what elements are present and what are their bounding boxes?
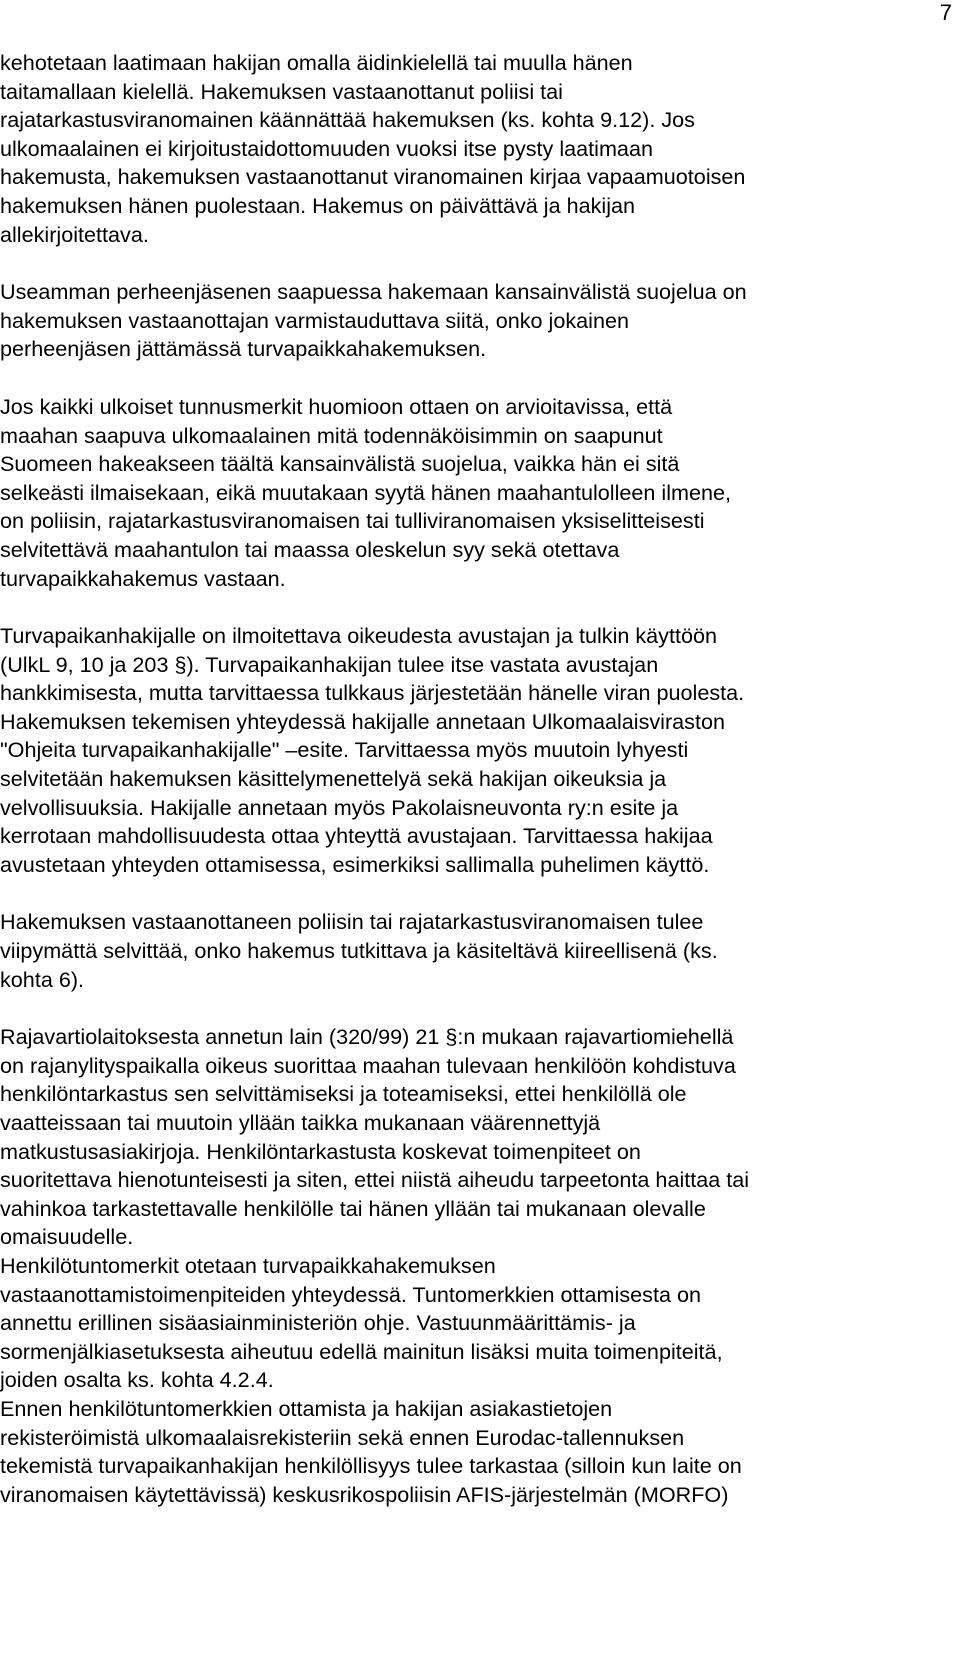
text-line: maahan saapuva ulkomaalainen mitä todennäköisimmin on saapunut [0, 422, 663, 448]
paragraph-border-guard-search [0, 1023, 960, 1509]
text-line: tekemistä turvapaikanhakijan henkilöllisyys tulee tarkastaa (silloin kun laite on [0, 1453, 742, 1479]
text-line: henkilöntarkastus sen selvittämiseksi ja toteamiseksi, ettei henkilöllä ole [0, 1081, 687, 1107]
text-line: vastaanottamistoimenpiteiden yhteydessä. Tuntomerkkien ottamisesta on [0, 1281, 701, 1307]
text-line: vaatteissaan tai muutoin yllään taikka mukanaan väärennettyjä [0, 1110, 601, 1135]
text-line: hakemuksen hänen puolestaan. Hakemus on päivättävä ja hakijan [0, 192, 636, 218]
paragraph-spacer [0, 364, 960, 393]
paragraph-spacer [0, 994, 960, 1023]
text-line: joiden osalta ks. kohta 4.2.4. [0, 1367, 274, 1393]
paragraph-application-language [0, 49, 960, 249]
text-line: viipymättä selvittää, onko hakemus tutkittava ja käsiteltävä kiireellisenä (ks. [0, 938, 718, 964]
text-line: Ennen henkilötuntomerkkien ottamista ja hakijan asiakastietojen [0, 1395, 613, 1421]
text-line: (UlkL 9, 10 ja 203 §). Turvapaikanhakijan tulee itse vastata avustajan [0, 651, 659, 677]
text-line: rajatarkastusviranomainen käännättää hakemuksen (ks. kohta 9.12). Jos [0, 107, 695, 133]
text-line: turvapaikkahakemus vastaan. [0, 565, 286, 591]
text-line: selvitettävä maahantulon tai maassa oleskelun syy sekä otettava [0, 536, 620, 562]
text-line: "Ohjeita turvapaikanhakijalle" –esite. Tarvittaessa myös muutoin lyhyesti [0, 737, 689, 763]
text-line: hakemusta, hakemuksen vastaanottanut viranomainen kirjaa vapaamuotoisen [0, 164, 746, 190]
text-line: hankkimisesta, mutta tarvittaessa tulkkaus järjestetään hänelle viran puolesta. [0, 680, 745, 706]
text-line: hakemuksen vastaanottajan varmistauduttava siitä, onko jokainen [0, 307, 629, 333]
text-line: perheenjäsen jättämässä turvapaikkahakemuksen. [0, 336, 487, 362]
text-line: kehotetaan laatimaan hakijan omalla äidinkielellä tai muulla hänen [0, 50, 633, 75]
text-line: on rajanylityspaikalla oikeus suorittaa maahan tulevaan henkilöön kohdistuva [0, 1052, 736, 1078]
text-line: avustetaan yhteyden ottamisessa, esimerkiksi sallimalla puhelimen käyttö. [0, 851, 710, 877]
text-line: viranomaisen käytettävissä) keskusrikospoliisin AFIS-järjestelmän (MORFO) [0, 1481, 729, 1507]
text-line: velvollisuuksia. Hakijalle annetaan myös Pakolaisneuvonta ry:n esite ja [0, 794, 679, 820]
text-line: Turvapaikanhakijalle on ilmoitettava oikeudesta avustajan ja tulkin käyttöön [0, 623, 718, 649]
text-line: omaisuudelle. [0, 1224, 134, 1250]
text-line: matkustusasiakirjoja. Henkilöntarkastusta koskevat toimenpiteet on [0, 1138, 641, 1164]
text-line: vahinkoa tarkastettavalle henkilölle tai hänen yllään tai mukanaan olevalle [0, 1195, 706, 1221]
text-line: annettu erillinen sisäasiainministeriön ohje. Vastuunmäärittämis- ja [0, 1310, 636, 1336]
text-line: Jos kaikki ulkoiset tunnusmerkit huomioon ottaen on arvioitavissa, että [0, 393, 673, 419]
text-line: Useamman perheenjäsenen saapuessa hakemaan kansainvälistä suojelua on [0, 279, 747, 305]
text-line: kerrotaan mahdollisuudesta ottaa yhteyttä avustajaan. Tarvittaessa hakijaa [0, 823, 713, 849]
paragraph-spacer [0, 879, 960, 908]
paragraph-family-members [0, 278, 960, 364]
text-line: selkeästi ilmaisekaan, eikä muutakaan syytä hänen maahantulolleen ilmene, [0, 479, 732, 505]
text-line: Henkilötuntomerkit otetaan turvapaikkahakemuksen [0, 1252, 496, 1278]
text-line: allekirjoitettava. [0, 221, 149, 247]
text-line: selvitetään hakemuksen käsittelymenettelyä sekä hakijan oikeuksia ja [0, 766, 667, 792]
text-line: sormenjälkiasetuksesta aiheutuu edellä mainitun lisäksi muita toimenpiteitä, [0, 1338, 723, 1364]
text-line: Hakemuksen vastaanottaneen poliisin tai rajatarkastusviranomaisen tulee [0, 909, 704, 935]
text-line: on poliisin, rajatarkastusviranomaisen tai tulliviranomaisen yksiselitteisesti [0, 508, 705, 534]
document-body [0, 49, 960, 1509]
paragraph-counsel-interpreter [0, 622, 960, 879]
text-line: taitamallaan kielellä. Hakemuksen vastaanottanut poliisi tai [0, 78, 563, 104]
text-line: suoritettava hienotunteisesti ja siten, ettei niistä aiheudu tarpeetonta haittaa tai [0, 1167, 750, 1193]
text-line: Rajavartiolaitoksesta annetun lain (320/99) 21 §:n mukaan rajavartiomiehellä [0, 1024, 734, 1050]
paragraph-entry-reason [0, 393, 960, 593]
text-line: kohta 6). [0, 966, 85, 992]
text-line: rekisteröimistä ulkomaalaisrekisteriin sekä ennen Eurodac-tallennuksen [0, 1424, 685, 1450]
paragraph-spacer [0, 593, 960, 622]
page-number: 7 [939, 0, 952, 25]
text-line: ulkomaalainen ei kirjoitustaidottomuuden vuoksi itse pysty laatimaan [0, 135, 653, 161]
paragraph-urgent-processing [0, 908, 960, 994]
text-line: Hakemuksen tekemisen yhteydessä hakijalle annetaan Ulkomaalaisviraston [0, 708, 725, 734]
text-line: Suomeen hakeakseen täältä kansainvälistä suojelua, vaikka hän ei sitä [0, 451, 680, 477]
paragraph-spacer [0, 249, 960, 278]
